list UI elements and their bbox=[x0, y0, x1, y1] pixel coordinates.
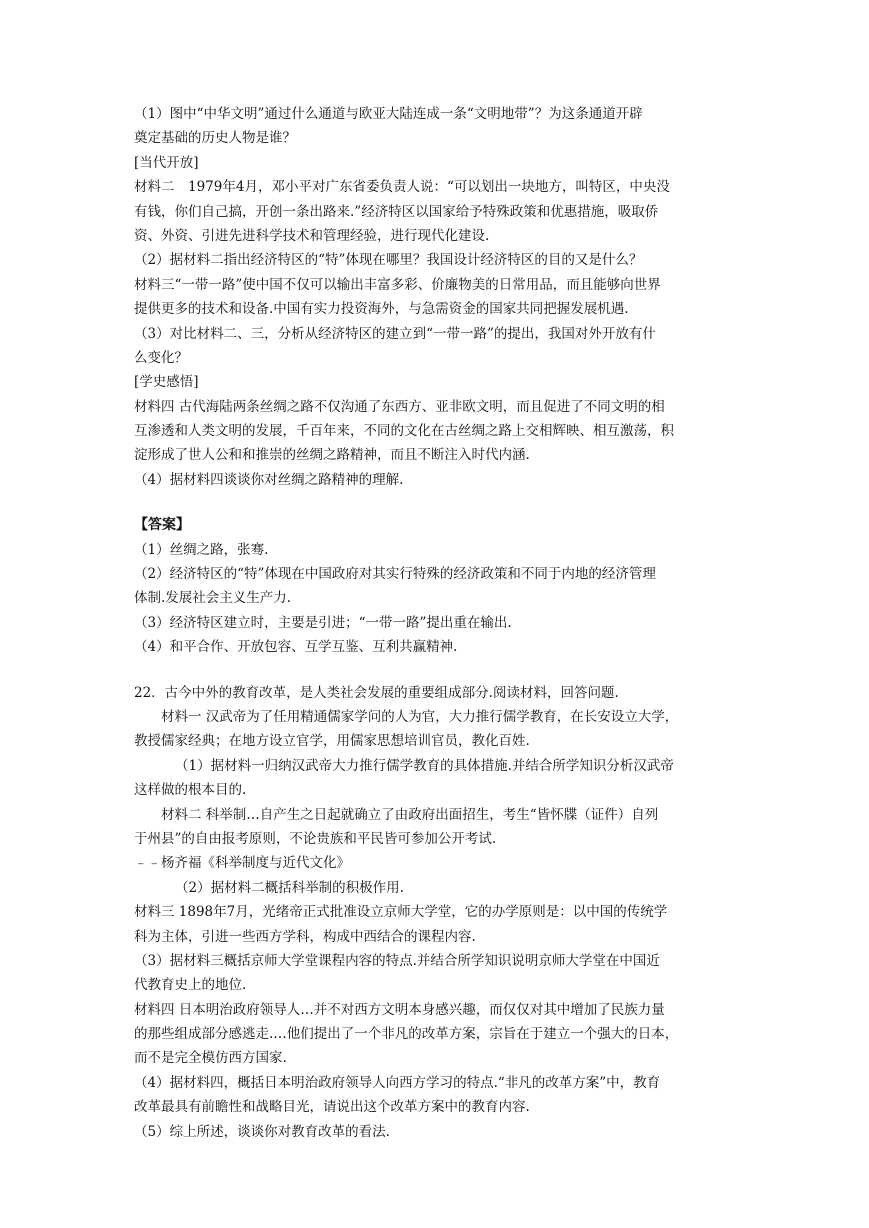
text-line: 有钱，你们自己搞，开创一条出路来.”经济特区以国家给予特殊政策和优惠措施，吸取侨 bbox=[134, 203, 659, 220]
text-line: 互渗透和人类文明的发展，千百年来，不同的文化在古丝绸之路上交相辉映、相互激荡，积 bbox=[134, 423, 674, 440]
question-line: 改革最具有前瞻性和战略目光，请说出这个改革方案中的教育内容. bbox=[134, 1099, 530, 1116]
answer-line: （1）丝绸之路，张骞. bbox=[134, 541, 269, 558]
question-intro: 22．古今中外的教育改革，是人类社会发展的重要组成部分.阅读材料，回答问题. bbox=[134, 684, 619, 701]
question-line: （3）对比材料二、三，分析从经济特区的建立到“一带一路”的提出，我国对外开放有什 bbox=[134, 325, 656, 342]
text-line: 材料四 古代海陆两条丝绸之路不仅沟通了东西方、亚非欧文明，而且促进了不同文明的相 bbox=[134, 398, 665, 415]
question-line: （2）据材料二指出经济特区的“特”体现在哪里？我国设计经济特区的目的又是什么？ bbox=[134, 252, 643, 269]
text-line: 提供更多的技术和设备.中国有实力投资海外，与急需资金的国家共同把握发展机遇. bbox=[134, 301, 629, 318]
question-line: （5）综上所述，谈谈你对教育改革的看法. bbox=[134, 1123, 390, 1140]
section-label: [当代开放] bbox=[134, 154, 199, 171]
text-line: 么变化？ bbox=[134, 349, 188, 366]
material-line: 教授儒家经典；在地方设立官学，用儒家思想培训官员，教化百姓. bbox=[134, 733, 530, 750]
material-line: 材料四 日本明治政府领导人…并不对西方文明本身感兴趣，而仅仅对其中增加了民族力量 bbox=[134, 1001, 665, 1018]
answer-line: 体制.发展社会主义生产力. bbox=[134, 590, 292, 607]
question-line: （4）据材料四谈谈你对丝绸之路精神的理解. bbox=[134, 471, 404, 488]
section-questions bbox=[134, 102, 744, 492]
question-line: （1）据材料一归纳汉武帝大力推行儒学教育的具体措施.并结合所学知识分析汉武帝 bbox=[175, 757, 674, 774]
text-line: 材料三“一带一路”使中国不仅可以输出丰富多彩、价廉物美的日常用品，而且能够向世界 bbox=[134, 276, 661, 293]
question-line: 这样做的根本目的. bbox=[134, 782, 247, 799]
question-line: （2）据材料二概括科举制的积极作用. bbox=[175, 879, 404, 896]
spacer bbox=[134, 660, 744, 681]
question-line: （3）据材料三概括京师大学堂课程内容的特点.并结合所学知识说明京师大学堂在中国近 bbox=[134, 952, 660, 969]
text-line: 材料二 1979年4月，邓小平对广东省委负责人说：“可以划出一块地方，叫特区，中央没 bbox=[134, 179, 670, 196]
text-line: 资、外资、引进先进科学技术和管理经验，进行现代化建设. bbox=[134, 227, 490, 244]
material-line: 科为主体，引进一些西方学科，构成中西结合的课程内容. bbox=[134, 928, 476, 945]
answer-line: （4）和平合作、开放包容、互学互鉴、互利共赢精神. bbox=[134, 639, 458, 656]
material-line: 而不是完全模仿西方国家. bbox=[134, 1050, 287, 1067]
answer-line: （2）经济特区的“特”体现在中国政府对其实行特殊的经济政策和不同于内地的经济管理 bbox=[134, 566, 656, 583]
answer-line: （3）经济特区建立时，主要是引进；“一带一路”提出重在输出. bbox=[134, 614, 512, 631]
answer-heading: 【答案】 bbox=[134, 517, 190, 534]
question-line: 代教育史上的地位. bbox=[134, 977, 247, 994]
material-line: 材料二 科举制…自产生之日起就确立了由政府出面招生，考生“皆怀牒（证件）自列 bbox=[161, 806, 659, 823]
text-line: 淀形成了世人公和和推崇的丝绸之路精神，而且不断注入时代内涵. bbox=[134, 447, 530, 464]
material-source: ﹣﹣杨齐福《科举制度与近代文化》 bbox=[134, 855, 350, 872]
material-line: 于州县”的自由报考原则，不论贵族和平民皆可参加公开考试. bbox=[134, 830, 497, 847]
material-line: 材料三 1898年7月，光绪帝正式批准设立京师大学堂，它的办学原则是：以中国的传统学 bbox=[134, 904, 668, 921]
question-line: （4）据材料四，概括日本明治政府领导人向西方学习的特点.“非凡的改革方案”中，教育 bbox=[134, 1074, 661, 1091]
question-22 bbox=[134, 681, 744, 1144]
spacer bbox=[134, 492, 744, 513]
material-line: 的那些组成部分感逃走.…他们提出了一个非凡的改革方案，宗旨在于建立一个强大的日本， bbox=[134, 1026, 679, 1043]
document-page bbox=[134, 102, 744, 1144]
material-line: 材料一 汉武帝为了任用精通儒家学问的人为官，大力推行儒学教育，在长安设立大学， bbox=[161, 708, 679, 725]
answer-section bbox=[134, 513, 744, 659]
section-label: [学史感悟] bbox=[134, 374, 199, 391]
text-line: （1）图中“中华文明”通过什么通道与欧亚大陆连成一条“文明地带”？为这条通道开辟 bbox=[134, 106, 643, 122]
text-line: 奠定基础的历史人物是谁？ bbox=[134, 130, 296, 147]
